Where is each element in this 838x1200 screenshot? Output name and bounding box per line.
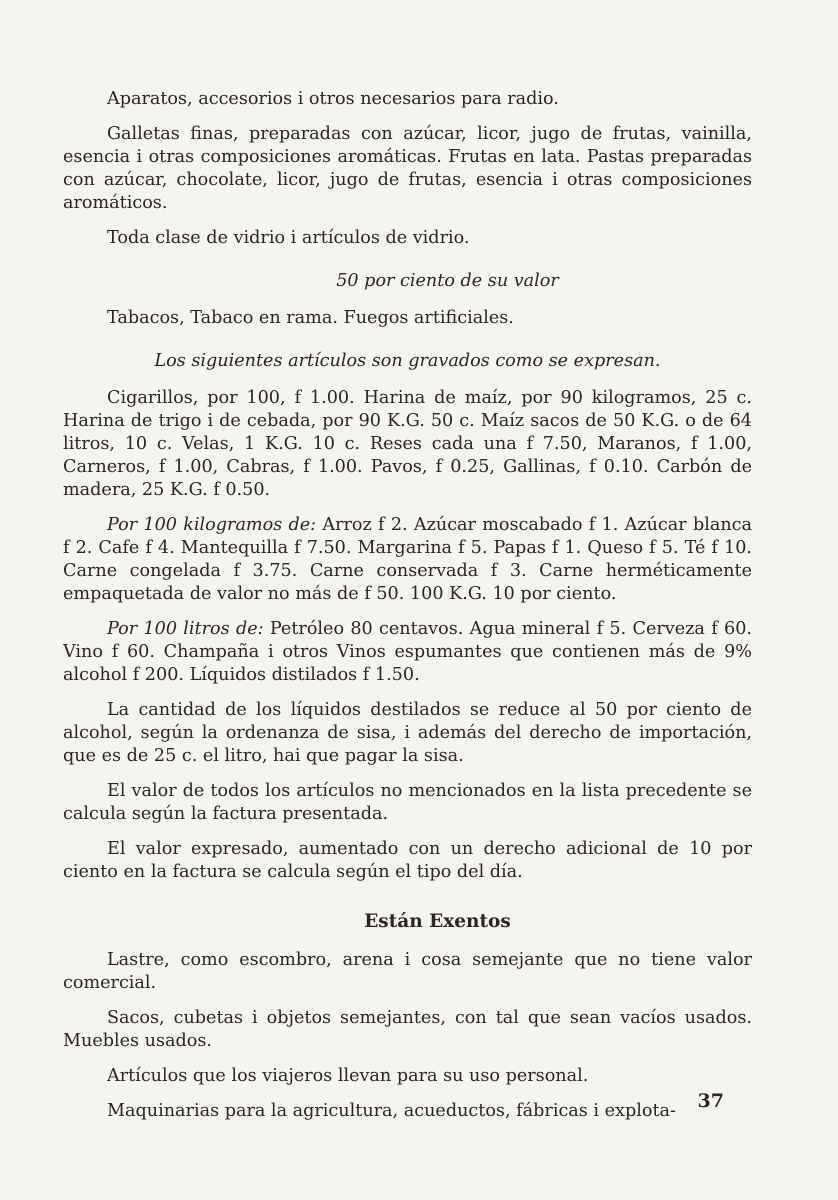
- section-heading-siguientes: Los siguientes artículos son gravados como se expresan.: [154, 351, 661, 371]
- text-por-100-litros: Petróleo 80 centavos. Agua mineral f 5. Cerveza f 60. Vino f 60. Champaña i otros Vinos espumantes que contienen más de 9% alcohol f 200. Líquidos distilados f 1.50.: [63, 619, 752, 685]
- paragraph-por-100-litros: [63, 618, 752, 687]
- paragraph-valor-expresado: El valor expresado, aumentado con un derecho adicional de 10 por ciento en la factura se calcula según el tipo del día.: [63, 839, 752, 882]
- text-por-100-kilogramos: Arroz f 2. Azúcar moscabado f 1. Azúcar blanca f 2. Cafe f 4. Mantequilla f 7.50. Margarina f 5. Papas f 1. Queso f 5. Té f 10. Carne congelada f 3.75. Carne conservada f 3. Carne herméticamente empaquetada de valor no más de f 50. 100 K.G. 10 por ciento.: [63, 515, 752, 604]
- paragraph-cigarillos: Cigarillos, por 100, f 1.00. Harina de maíz, por 90 kilogramos, 25 c. Harina de trigo i de cebada, por 90 K.G. 50 c. Maíz sacos de 50 K.G. o de 64 litros, 10 c. Velas, 1 K.G. 10 c. Reses cada una f 7.50, Maranos, f 1.00, Carneros, f 1.00, Cabras, f 1.00. Pavos, f 0.25, Gallinas, f 0.10. Carbón de madera, 25 K.G. f 0.50.: [63, 388, 752, 500]
- paragraph-valor-articulos: El valor de todos los artículos no mencionados en la lista precedente se calcula según la factura presentada.: [63, 781, 752, 824]
- paragraph-lastre: Lastre, como escombro, arena i cosa semejante que no tiene valor comercial.: [63, 950, 752, 993]
- paragraph-galletas: Galletas finas, preparadas con azúcar, licor, jugo de frutas, vainilla, esencia i otras composiciones aromáticas. Frutas en lata. Pastas preparadas con azúcar, chocolate, licor, jugo de frutas, esencia i otras composiciones aromáticos.: [63, 124, 752, 213]
- paragraph-por-100-kilogramos: [63, 514, 752, 606]
- paragraph-liquidos-destilados: La cantidad de los líquidos destilados se reduce al 50 por ciento de alcohol, según la ordenanza de sisa, i además del derecho de importación, que es de 25 c. el litro, hai que pagar la sisa.: [63, 700, 752, 766]
- paragraph-maquinarias: Maquinarias para la agricultura, acueductos, fábricas i explota-: [107, 1101, 676, 1121]
- lead-por-100-kilogramos: Por 100 kilogramos de:: [107, 515, 317, 535]
- paragraph-articulos-viajeros: Artículos que los viajeros llevan para su uso personal.: [107, 1066, 589, 1086]
- page-number: 37: [697, 1090, 724, 1112]
- paragraph-sacos: Sacos, cubetas i objetos semejantes, con tal que sean vacíos usados. Muebles usados.: [63, 1008, 752, 1051]
- section-heading-exentos: Están Exentos: [364, 911, 511, 932]
- section-heading-50-por-ciento: 50 por ciento de su valor: [336, 271, 559, 291]
- lead-por-100-litros: Por 100 litros de:: [107, 619, 264, 639]
- paragraph-radio: Aparatos, accesorios i otros necesarios para radio.: [107, 89, 559, 109]
- paragraph-tabacos: Tabacos, Tabaco en rama. Fuegos artificiales.: [107, 308, 514, 328]
- paragraph-vidrio: Toda clase de vidrio i artículos de vidrio.: [107, 228, 470, 248]
- body-text: [63, 88, 752, 1135]
